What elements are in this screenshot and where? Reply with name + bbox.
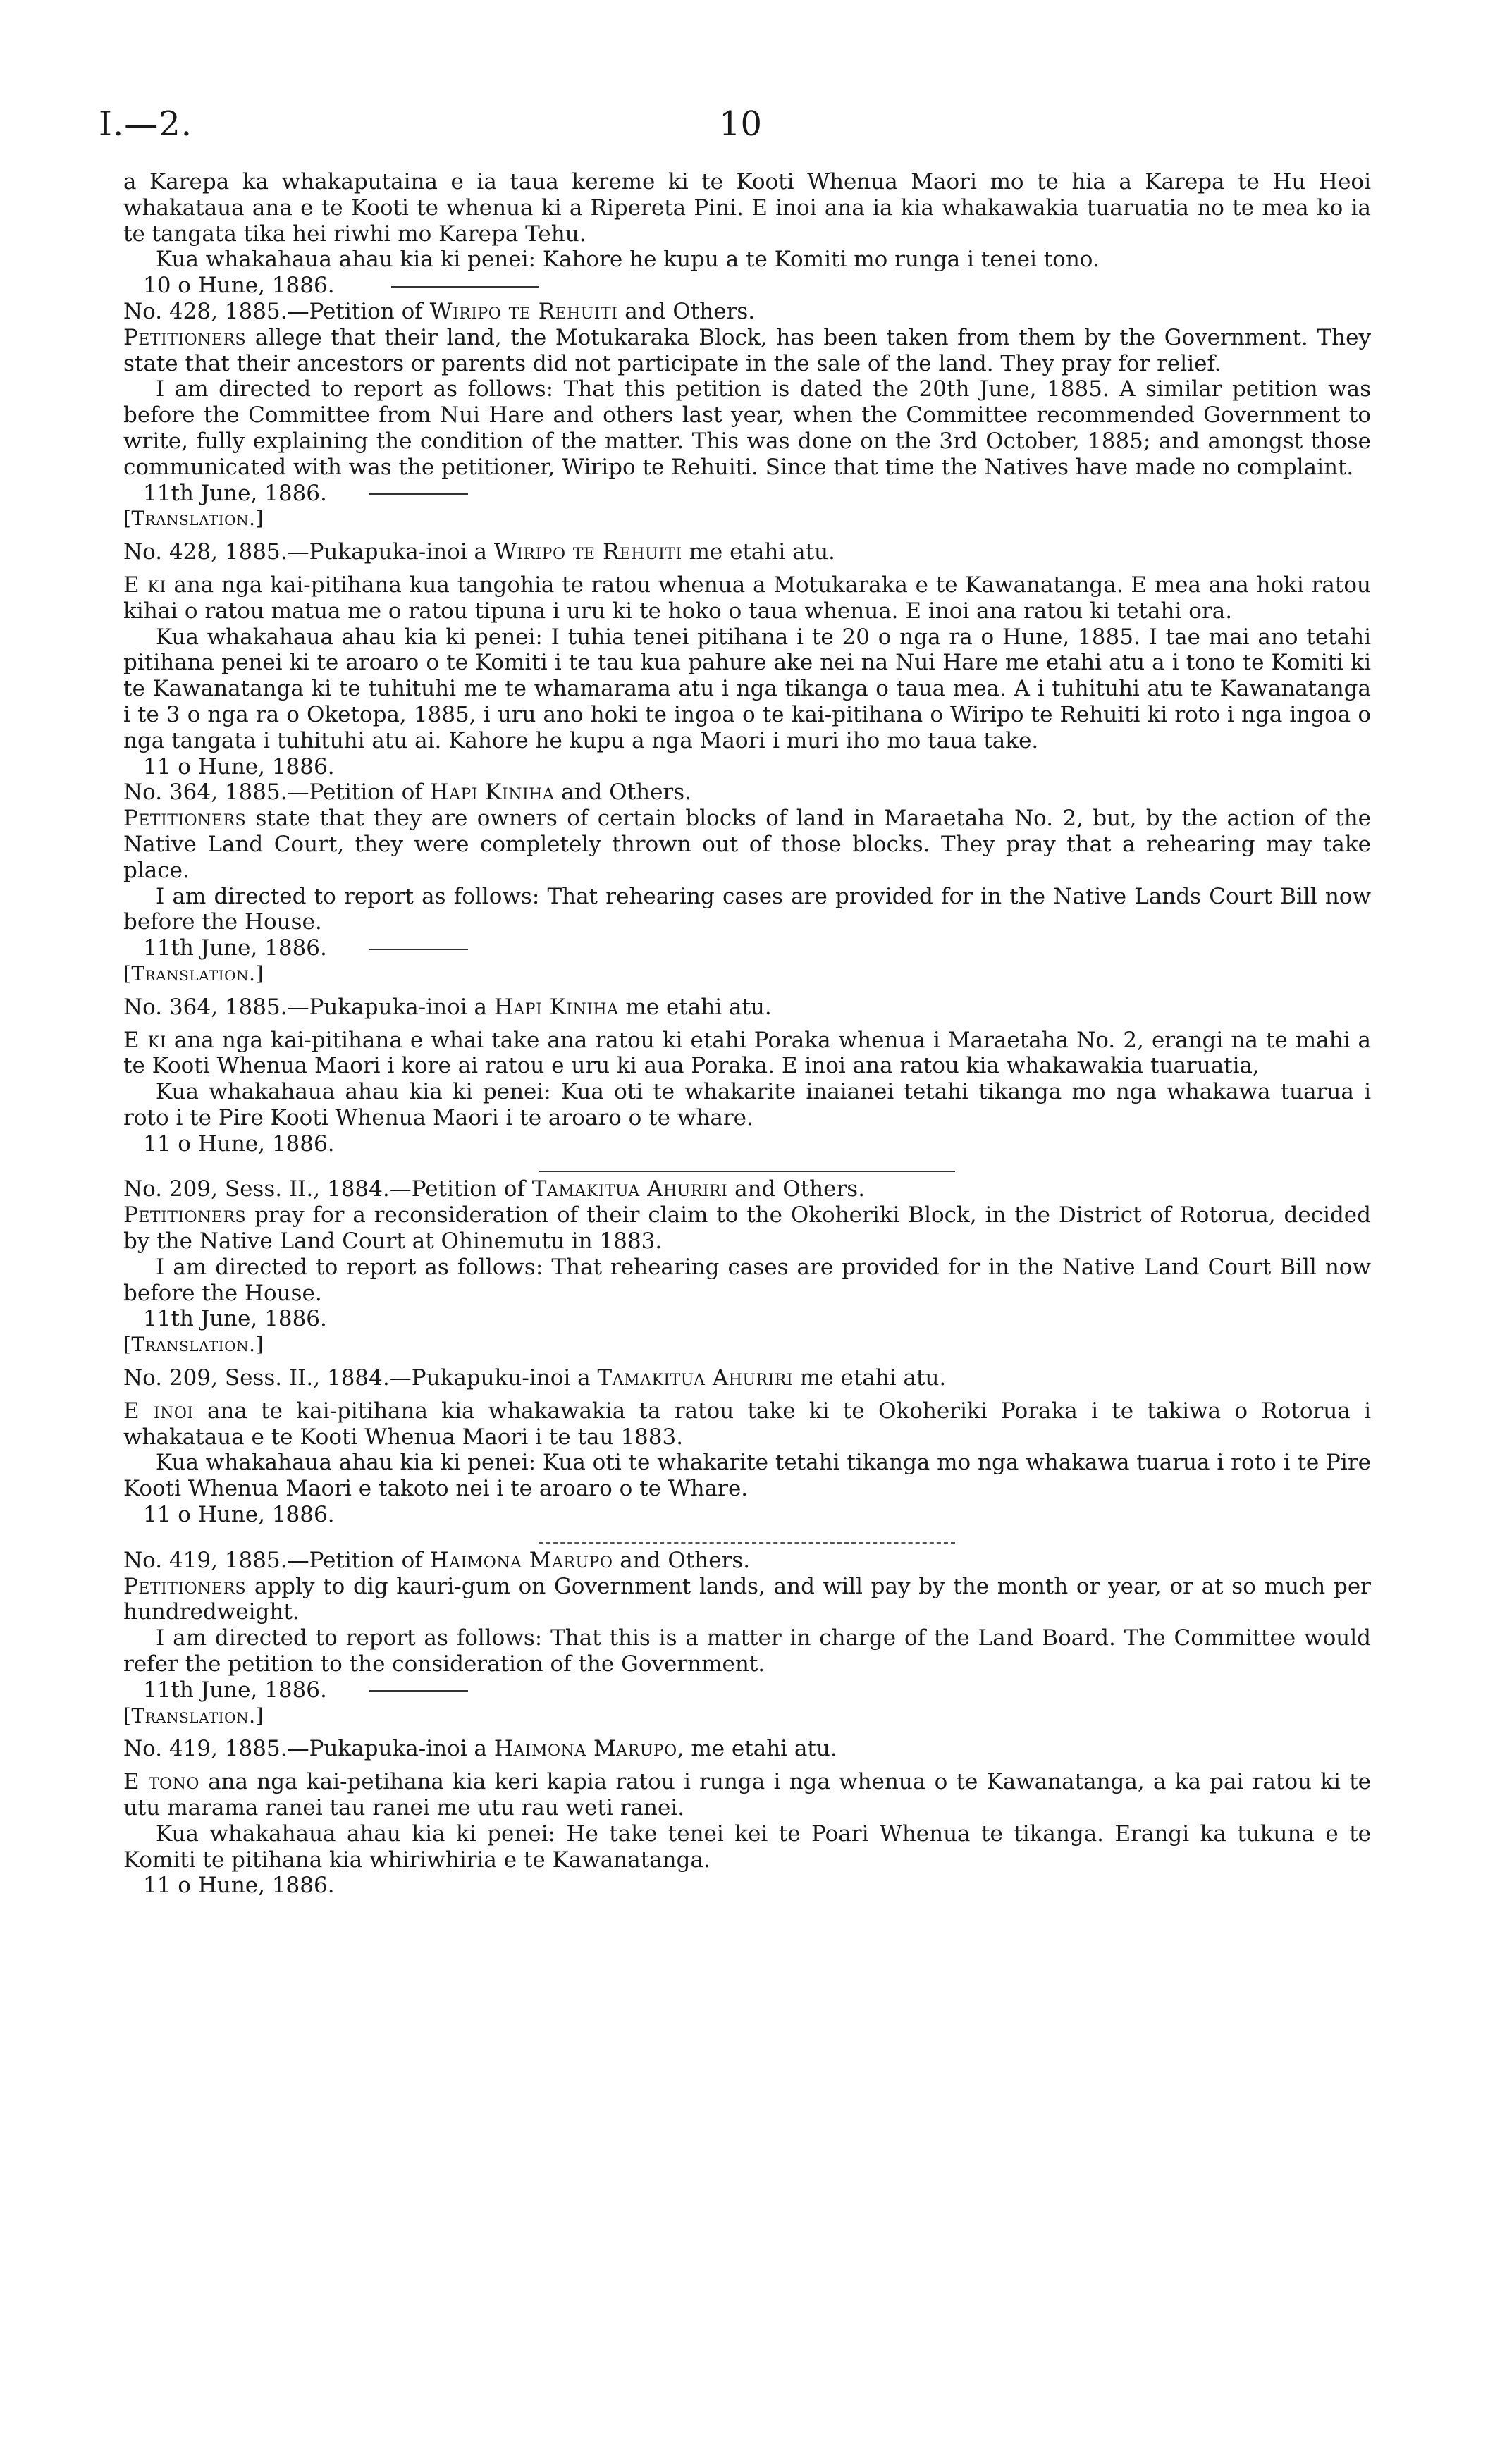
page-body: [123, 169, 1371, 1899]
translation-label: [Translation.]: [123, 1333, 264, 1357]
petition-report: I am directed to report as follows: That rehearing cases are provided for in the Native Land Court Bill now before the House.: [123, 1254, 1371, 1306]
petition-body: Petitioners apply to dig kauri-gum on Government lands, and will pay by the month or year, or at so much per hundredweight.: [123, 1573, 1371, 1625]
translation-date: 11 o Hune, 1886.: [143, 753, 335, 780]
translation-report: Kua whakahaua ahau kia ki penei: Kua oti te whakarite inaianei tetahi tikanga mo nga whakawa tuarua i roto i te Pire Kooti Whenua Maori i te aroaro o te whare.: [123, 1079, 1371, 1131]
petition-body: Petitioners state that they are owners of certain blocks of land in Maraetaha No. 2, but, by the action of the Native Land Court, they were completely thrown out of those blocks. They pray that a rehearing may take place.: [123, 806, 1371, 883]
petition-heading: No. 364, 1885.—Petition of Hapi Kiniha and Others.: [123, 780, 692, 806]
intro-report: Kua whakahaua ahau kia ki penei: Kahore he kupu a te Komiti mo runga i tenei tono.: [156, 247, 1100, 273]
separator-rule: [369, 949, 468, 950]
translation-date: 11 o Hune, 1886.: [143, 1502, 335, 1528]
petition-section: [123, 780, 1371, 1172]
translation-heading: No. 209, Sess. II., 1884.—Pukapuku-inoi a Tamakitua Ahuriri me etahi atu.: [123, 1365, 947, 1391]
translation-report: Kua whakahaua ahau kia ki penei: Kua oti te whakarite tetahi tikanga mo nga whakawa tuarua i roto i te Pire Kooti Whenua Maori e takoto nei i te aroaro o te Whare.: [123, 1450, 1371, 1502]
petition-date: 11th June, 1886.: [123, 1677, 1371, 1704]
petition-section: [123, 299, 1371, 780]
petition-date: 11th June, 1886.: [143, 1306, 327, 1332]
separator-rule: [369, 1690, 468, 1692]
petition-heading: No. 419, 1885.—Petition of Haimona Marupo and Others.: [123, 1547, 751, 1573]
petition-report: I am directed to report as follows: That this is a matter in charge of the Land Board. The Committee would refer the petition to the consideration of the Government.: [123, 1625, 1371, 1677]
separator-rule: [539, 1542, 955, 1544]
translation-label: [Translation.]: [123, 507, 264, 531]
translation-body: E ki ana nga kai-pitihana e whai take ana ratou ki etahi Poraka whenua i Maraetaha No. 2, erangi na te mahi a te Kooti Whenua Maori i kore ai ratou e uru ki aua Poraka. E inoi ana ratou kia whakawakia tuaruatia,: [123, 1027, 1371, 1079]
page-number: 10: [719, 104, 763, 144]
translation-body: E ki ana nga kai-pitihana kua tangohia te ratou whenua a Motukaraka e te Kawanatanga. E mea ana hoki ratou kihai o ratou matua me o ratou tipuna i uru ki te hoko o taua whenua. E inoi ana ratou ki tetahi ora.: [123, 572, 1371, 624]
translation-body: E inoi ana te kai-pitihana kia whakawakia ta ratou take ki te Okoheriki Poraka i te takiwa o Rotorua i whakataua e te Kooti Whenua Maori i te tau 1883.: [123, 1398, 1371, 1450]
translation-heading: No. 428, 1885.—Pukapuka-inoi a Wiripo te Rehuiti me etahi atu.: [123, 539, 835, 565]
intro-date: 10 o Hune, 1886.: [123, 273, 1371, 299]
petition-body: Petitioners allege that their land, the Motukaraka Block, has been taken from them by the Government. They state that their ancestors or parents did not participate in the sale of the land. They pray for relief.: [123, 324, 1371, 376]
translation-label: [Translation.]: [123, 1704, 264, 1727]
petition-date: 11th June, 1886.: [123, 481, 1371, 507]
intro-paragraph: a Karepa ka whakaputaina e ia taua kereme ki te Kooti Whenua Maori mo te hia a Karepa te Hu Heoi whakataua ana e te Kooti te whenua ki a Ripereta Pini. E inoi ana ia kia whakawakia tuaruatia no te mea ko ia te tangata tika hei riwhi mo Karepa Tehu.: [123, 169, 1371, 247]
petition-report: I am directed to report as follows: That rehearing cases are provided for in the Native Lands Court Bill now before the House.: [123, 883, 1371, 935]
document-reference: I.—2.: [99, 104, 193, 144]
translation-label: [Translation.]: [123, 961, 264, 985]
petition-report: I am directed to report as follows: That this petition is dated the 20th June, 1885. A similar petition was before the Committee from Nui Hare and others last year, when the Committee recommended Government to write, fully explaining the condition of the matter. This was done on the 3rd October, 1885; and amongst those communicated with was the petitioner, Wiripo te Rehuiti. Since that time the Natives have made no complaint.: [123, 376, 1371, 480]
translation-body: E tono ana nga kai-petihana kia keri kapia ratou i runga i nga whenua o te Kawanatanga, a ka pai ratou ki te utu marama ranei tau ranei me utu rau weti ranei.: [123, 1769, 1371, 1821]
petition-section: [123, 1176, 1371, 1543]
petition-section: [123, 1548, 1371, 1899]
translation-heading: No. 364, 1885.—Pukapuka-inoi a Hapi Kiniha me etahi atu.: [123, 994, 772, 1020]
petition-body: Petitioners pray for a reconsideration of their claim to the Okoheriki Block, in the District of Rotorua, decided by the Native Land Court at Ohinemutu in 1883.: [123, 1202, 1371, 1255]
petition-heading: No. 428, 1885.—Petition of Wiripo te Rehuiti and Others.: [123, 298, 756, 324]
petition-date: 11th June, 1886.: [123, 935, 1371, 961]
separator-rule: [539, 1171, 955, 1172]
translation-report: Kua whakahaua ahau kia ki penei: I tuhia tenei pitihana i te 20 o nga ra o Hune, 1885. I tae mai ano tetahi pitihana penei ki te aroaro o te Komiti i te tau kua pahure ake nei na Nui Hare me etahi atu a i tono te Komiti ki te Kawanatanga ki te tuhituhi me te whamarama atu i nga tikanga o taua mea. A i tuhituhi atu te Kawanatanga i te 3 o nga ra o Oketopa, 1885, i uru ano hoki te ingoa o te kai-pitihana o Wiripo te Rehuiti ki roto i nga ingoa o nga tangata i tuhituhi atu ai. Kahore he kupu a nga Maori i muri iho mo taua take.: [123, 624, 1371, 753]
translation-date: 11 o Hune, 1886.: [143, 1131, 335, 1157]
petition-heading: No. 209, Sess. II., 1884.—Petition of Tamakitua Ahuriri and Others.: [123, 1176, 866, 1202]
translation-heading: No. 419, 1885.—Pukapuka-inoi a Haimona Marupo, me etahi atu.: [123, 1736, 837, 1762]
separator-rule: [369, 493, 468, 495]
translation-date: 11 o Hune, 1886.: [143, 1873, 335, 1899]
translation-report: Kua whakahaua ahau kia ki penei: He take tenei kei te Poari Whenua te tikanga. Erangi ka tukuna e te Komiti te pitihana kia whiriwhiria e te Kawanatanga.: [123, 1821, 1371, 1873]
separator-rule: [391, 286, 539, 288]
